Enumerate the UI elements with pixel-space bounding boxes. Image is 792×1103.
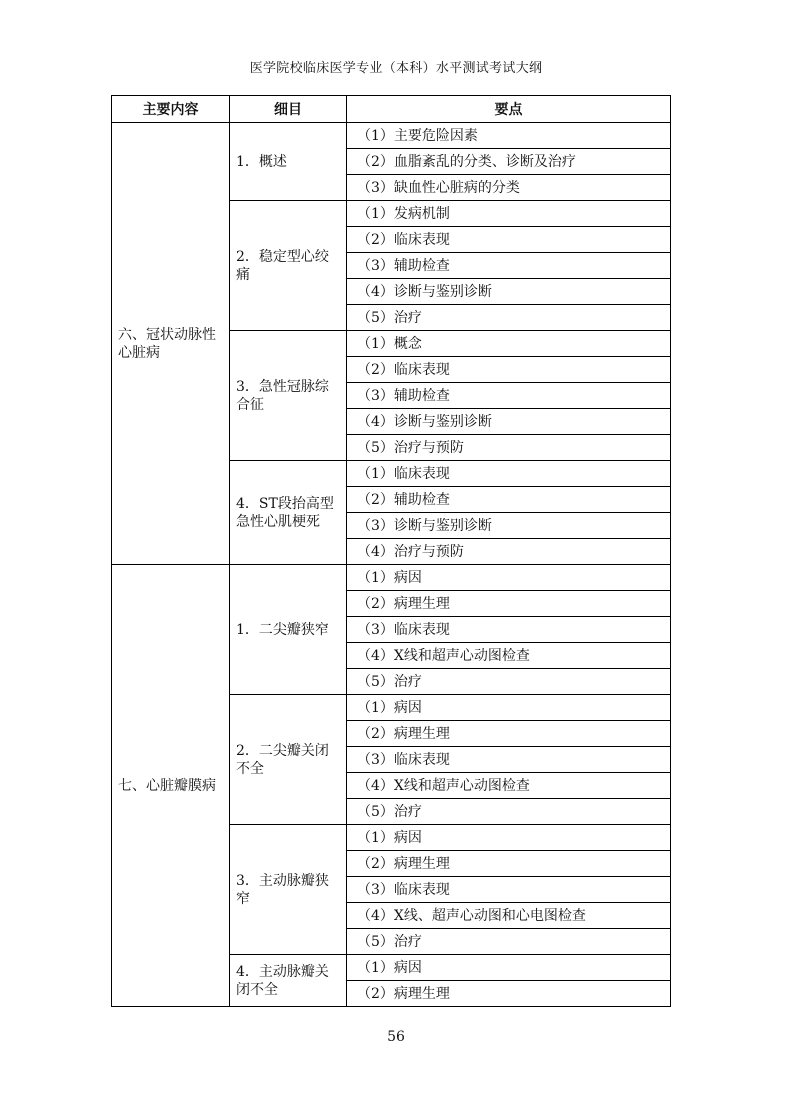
- section-title-cell: 六、冠状动脉性心脏病: [112, 123, 230, 565]
- point-cell: （1）病因: [347, 565, 671, 591]
- page-number: 56: [387, 1029, 405, 1045]
- point-cell: （4）诊断与鉴别诊断: [347, 279, 671, 305]
- item-title-cell: 3．主动脉瓣狭窄: [230, 825, 347, 955]
- table-header-row: [112, 96, 671, 123]
- point-cell: （2）病理生理: [347, 851, 671, 877]
- point-cell: （2）病理生理: [347, 721, 671, 747]
- page-header-title: 医学院校临床医学专业（本科）水平测试考试大纲: [249, 61, 543, 76]
- point-cell: （1）病因: [347, 825, 671, 851]
- point-cell: （4）X线和超声心动图检查: [347, 773, 671, 799]
- column-header-detail: 细目: [230, 96, 347, 123]
- point-cell: （3）诊断与鉴别诊断: [347, 513, 671, 539]
- point-cell: （2）病理生理: [347, 981, 671, 1007]
- point-cell: （2）辅助检查: [347, 487, 671, 513]
- point-cell: （3）临床表现: [347, 877, 671, 903]
- point-cell: （1）主要危险因素: [347, 123, 671, 149]
- point-cell: （1）临床表现: [347, 461, 671, 487]
- point-cell: （1）病因: [347, 695, 671, 721]
- point-cell: （5）治疗与预防: [347, 435, 671, 461]
- point-cell: （5）治疗: [347, 669, 671, 695]
- point-cell: （3）临床表现: [347, 617, 671, 643]
- table-row: [112, 123, 671, 149]
- point-cell: （2）病理生理: [347, 591, 671, 617]
- column-header-key-points: 要点: [347, 96, 671, 123]
- table-body: [112, 123, 671, 1007]
- column-header-main-content: 主要内容: [112, 96, 230, 123]
- table-row: [112, 565, 671, 591]
- item-title-cell: 4．ST段抬高型急性心肌梗死: [230, 461, 347, 565]
- item-title-cell: 2．二尖瓣关闭不全: [230, 695, 347, 825]
- point-cell: （4）治疗与预防: [347, 539, 671, 565]
- point-cell: （2）临床表现: [347, 357, 671, 383]
- point-cell: （5）治疗: [347, 799, 671, 825]
- point-cell: （3）辅助检查: [347, 383, 671, 409]
- point-cell: （3）缺血性心脏病的分类: [347, 175, 671, 201]
- section-title-cell: 七、心脏瓣膜病: [112, 565, 230, 1007]
- point-cell: （1）病因: [347, 955, 671, 981]
- point-cell: （5）治疗: [347, 929, 671, 955]
- item-title-cell: 4．主动脉瓣关闭不全: [230, 955, 347, 1007]
- point-cell: （1）概念: [347, 331, 671, 357]
- point-cell: （2）临床表现: [347, 227, 671, 253]
- point-cell: （4）X线、超声心动图和心电图检查: [347, 903, 671, 929]
- point-cell: （3）临床表现: [347, 747, 671, 773]
- item-title-cell: 1．概述: [230, 123, 347, 201]
- point-cell: （3）辅助检查: [347, 253, 671, 279]
- point-cell: （4）X线和超声心动图检查: [347, 643, 671, 669]
- item-title-cell: 3．急性冠脉综合征: [230, 331, 347, 461]
- point-cell: （4）诊断与鉴别诊断: [347, 409, 671, 435]
- syllabus-table: [111, 95, 671, 1007]
- point-cell: （2）血脂紊乱的分类、诊断及治疗: [347, 149, 671, 175]
- item-title-cell: 2．稳定型心绞痛: [230, 201, 347, 331]
- point-cell: （1）发病机制: [347, 201, 671, 227]
- point-cell: （5）治疗: [347, 305, 671, 331]
- item-title-cell: 1．二尖瓣狭窄: [230, 565, 347, 695]
